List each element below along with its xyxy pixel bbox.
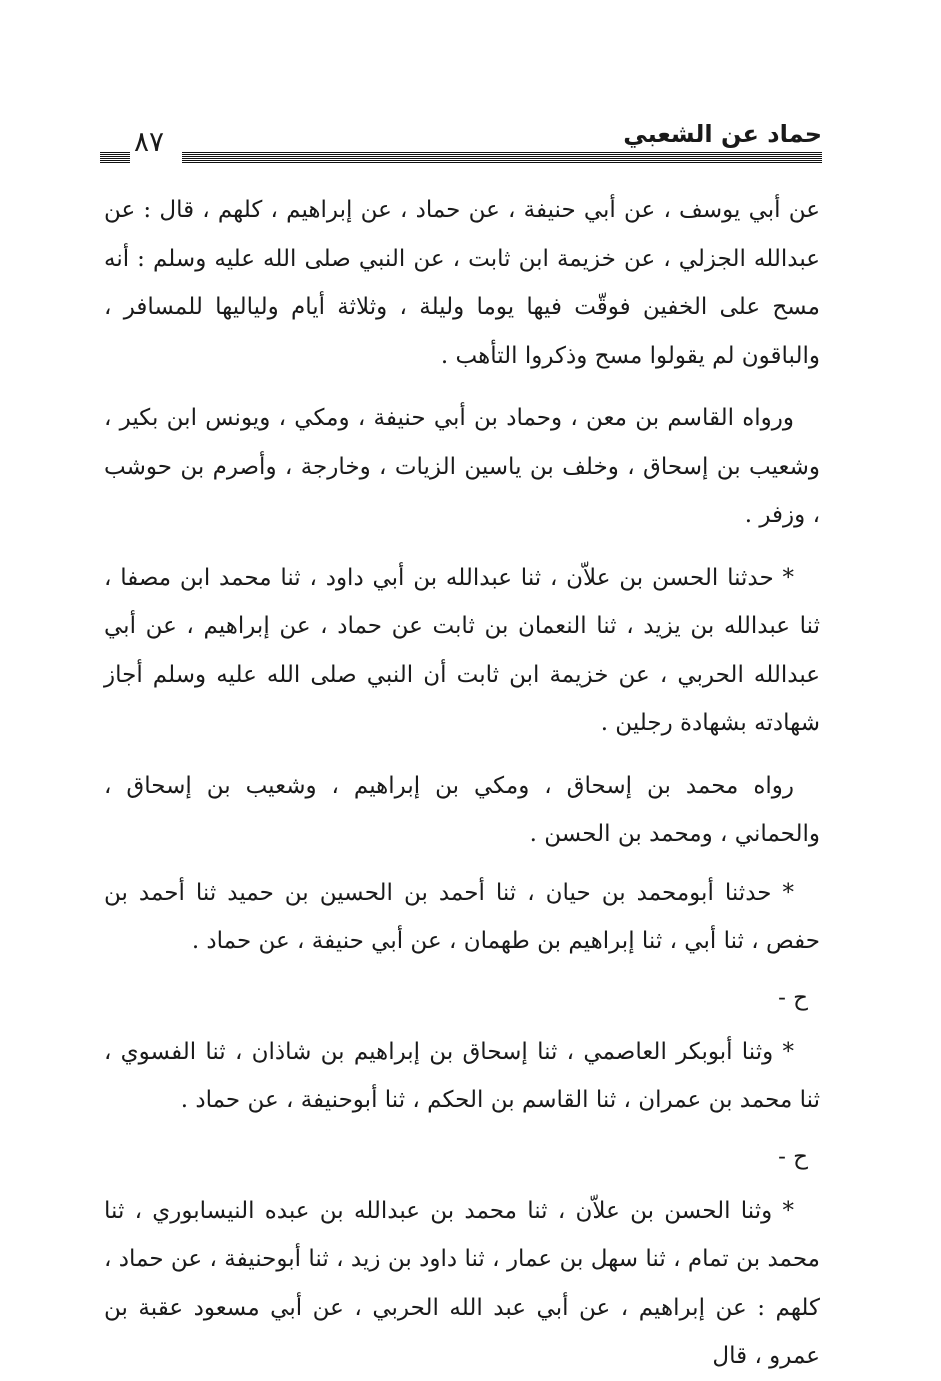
page-number: ٨٧ (134, 125, 165, 158)
header-rule (182, 152, 822, 164)
paragraph-3: * حدثنا الحسن بن علاّن ، ثنا عبدالله بن أبي داود ، ثنا محمد ابن مصفا ، ثنا عبدالله بن يزيد ، ثنا النعمان بن ثابت عن حماد ، عن إبراهيم ، عن أبي عبدالله الحربي ، عن خزيمة ابن ثابت أن النبي صلى الله عليه وسلم أجاز شهادته بشهادة رجلين . (104, 564, 821, 736)
paragraph-2: ورواه القاسم بن معن ، وحماد بن أبي حنيفة ، ومكي ، ويونس ابن بكير ، وشعيب بن إسحاق ، وخلف بن ياسين الزيات ، وخارجة ، وأصرم بن حوشب ، وزفر . (104, 405, 820, 528)
paragraph-7: * وثنا الحسن بن علاّن ، ثنا محمد بن عبدالله بن عبده النيسابوري ، ثنا محمد بن تمام ، ثنا سهل بن عمار ، ثنا داود بن زيد ، ثنا أبوحنيفة ، عن حماد ، كلهم : عن إبراهيم ، عن أبي عبد الله الحربي ، عن أبي مسعود عقبة بن عمرو ، قال (104, 1197, 820, 1369)
haa-marker-1: ح - (778, 984, 808, 1011)
paragraph-4: رواه محمد بن إسحاق ، ومكي بن إبراهيم ، وشعيب بن إسحاق ، والحماني ، ومحمد بن الحسن . (104, 772, 820, 847)
running-title: حماد عن الشعبي (623, 120, 822, 148)
paragraph-5: * حدثنا أبومحمد بن حيان ، ثنا أحمد بن الحسين بن حميد ثنا أحمد بن حفص ، ثنا أبي ، ثنا إبراهيم بن طهمان ، عن أبي حنيفة ، عن حماد . (104, 879, 820, 954)
header-rule-short (100, 152, 130, 164)
page-header (100, 118, 822, 170)
page-body (104, 186, 820, 1381)
paragraph-6: * وثنا أبوبكر العاصمي ، ثنا إسحاق بن إبراهيم بن شاذان ، ثنا الفسوي ، ثنا محمد بن عمران ، ثنا القاسم بن الحكم ، ثنا أبوحنيفة ، عن حماد . (104, 1038, 820, 1113)
paragraph-1: عن أبي يوسف ، عن أبي حنيفة ، عن حماد ، عن إبراهيم ، كلهم ، قال : عن عبدالله الجزلي ، عن خزيمة ابن ثابت ، عن النبي صلى الله عليه وسلم : أنه مسح على الخفين فوقّت فيها يوما وليلة ، وثلاثة أيام ولياليها للمسافر ، والباقون لم يقولوا مسح وذكروا التأهب . (104, 197, 820, 369)
haa-marker-2: ح - (778, 1143, 808, 1170)
